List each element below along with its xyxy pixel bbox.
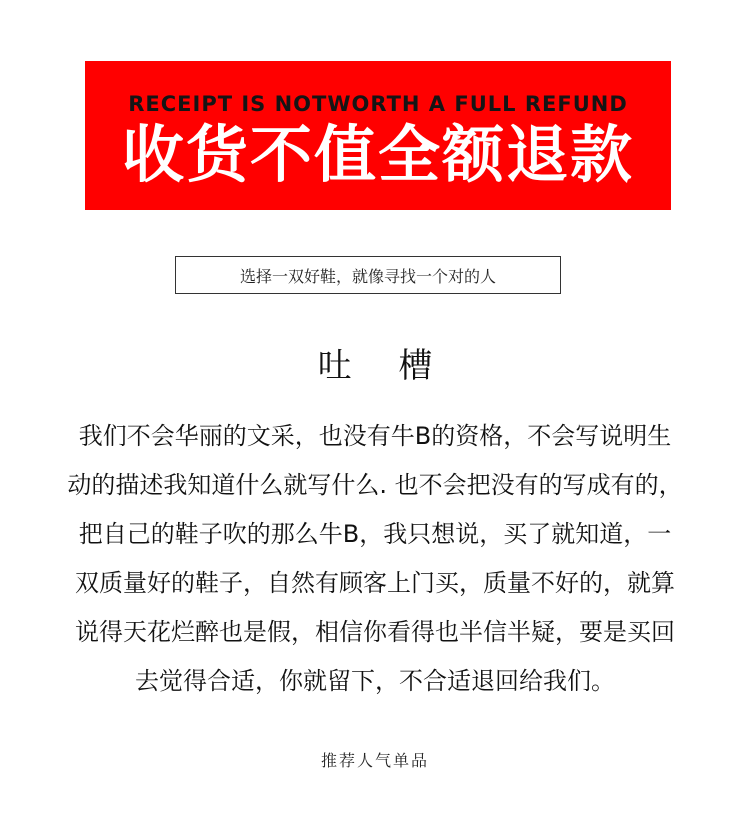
- body-line: 把自己的鞋子吹的那么牛B，我只想说，买了就知道，一: [78, 520, 672, 548]
- banner-title-cn: 收货不值全额退款: [121, 118, 634, 191]
- section-title: 吐 槽: [317, 346, 451, 386]
- banner-title-en: RECEIPT IS NOTWORTH A FULL REFUND: [128, 92, 628, 116]
- body-line: 双质量好的鞋子，自然有顾客上门买，质量不好的，就算: [75, 569, 675, 597]
- body-line: 我们不会华丽的文采，也没有牛B的资格，不会写说明生: [78, 422, 672, 450]
- tagline-box: 选择一双好鞋，就像寻找一个对的人: [175, 256, 561, 294]
- body-line: 说得天花烂醉也是假，相信你看得也半信半疑，要是买回: [75, 618, 675, 646]
- body-line: 动的描述我知道什么就写什么. 也不会把没有的写成有的，: [67, 471, 683, 499]
- recommended-products-label: 推荐人气单品: [320, 751, 429, 770]
- refund-banner: [85, 61, 671, 210]
- body-paragraph: [55, 412, 695, 706]
- body-line: 去觉得合适，你就留下，不合适退回给我们。: [135, 667, 615, 695]
